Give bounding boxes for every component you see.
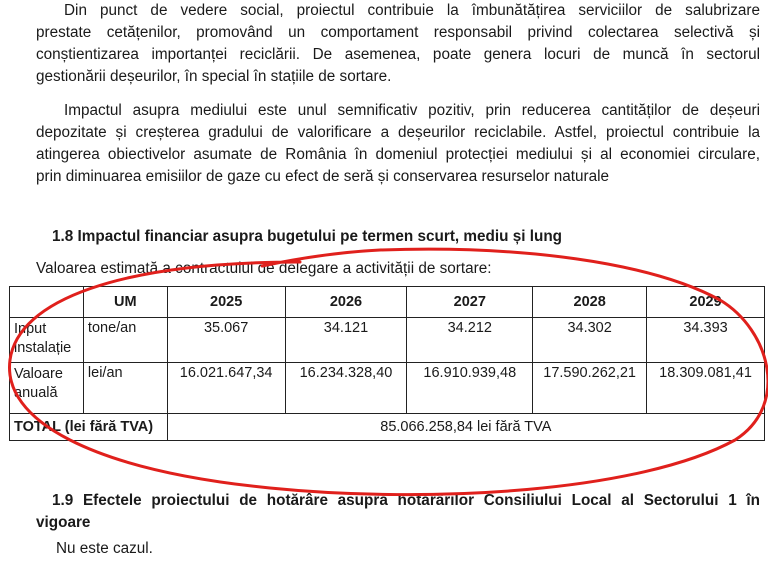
value-cell: 34.212 [407, 318, 533, 363]
value-cell: 35.067 [167, 318, 285, 363]
value-cell: 16.021.647,34 [167, 363, 285, 414]
section-heading-1-9 [36, 490, 760, 534]
unit-cell: lei/an [83, 363, 167, 414]
header-cell: 2027 [407, 287, 533, 318]
value-cell: 18.309.081,41 [647, 363, 765, 414]
total-label: TOTAL (lei fără TVA) [10, 414, 168, 441]
value-cell: 34.302 [533, 318, 647, 363]
table-row [10, 318, 765, 363]
header-cell: 2026 [285, 287, 407, 318]
table-intro-text: Valoarea estimată a contractului de delegare a activității de sortare: [36, 260, 492, 277]
table-total-row [10, 414, 765, 441]
header-cell: 2025 [167, 287, 285, 318]
row-label: Input instalație [10, 318, 84, 363]
header-cell: UM [83, 287, 167, 318]
paragraph-line: prin diminuarea emisiilor de gaze cu efect de seră și conservarea resurselor naturale [36, 168, 610, 185]
paragraph-line: prestate cetățenilor, promovând un comportament responsabil privind colectarea selectivă și [36, 24, 760, 41]
paragraph-line: depozitate și creșterea gradului de valorificare a deșeurilor reciclabile. Astfel, proiectul contribuie la [36, 124, 760, 141]
section-1-9-body: Nu este cazul. [56, 540, 153, 557]
paragraph-environment-impact [36, 100, 760, 188]
paragraph-line: conștientizarea importanței reciclării. De asemenea, poate genera locuri de muncă în sectorul [36, 46, 760, 63]
paragraph-line: atingerea obiectivelor asumate de România în domeniul protecției mediului și al economiei circulare, [36, 146, 760, 163]
table-row [10, 363, 765, 414]
paragraph-social-impact [36, 0, 760, 88]
heading-line: vigoare [36, 514, 91, 531]
paragraph-line: gestionării deșeurilor, în special în stațiile de sortare. [36, 68, 392, 85]
section-heading-1-8: 1.8 Impactul financiar asupra bugetului pe termen scurt, mediu și lung [52, 228, 563, 245]
value-cell: 17.590.262,21 [533, 363, 647, 414]
header-cell: 2029 [647, 287, 765, 318]
total-value: 85.066.258,84 lei fără TVA [167, 414, 764, 441]
header-cell [10, 287, 84, 318]
heading-line: 1.9 Efectele proiectului de hotărâre asupra hotărârilor Consiliului Local al Sectorului 1 în [52, 492, 760, 509]
paragraph-line: Impactul asupra mediului este unul semnificativ pozitiv, prin reducerea cantităților de deșeuri [64, 102, 760, 119]
value-cell: 16.234.328,40 [285, 363, 407, 414]
row-label: Valoare anuală [10, 363, 84, 414]
table-header-row [10, 287, 765, 318]
unit-cell: tone/an [83, 318, 167, 363]
value-cell: 34.121 [285, 318, 407, 363]
header-cell: 2028 [533, 287, 647, 318]
contract-value-table [9, 286, 765, 441]
paragraph-line: Din punct de vedere social, proiectul contribuie la îmbunătățirea serviciilor de salubrizare [64, 2, 760, 19]
value-cell: 34.393 [647, 318, 765, 363]
value-cell: 16.910.939,48 [407, 363, 533, 414]
